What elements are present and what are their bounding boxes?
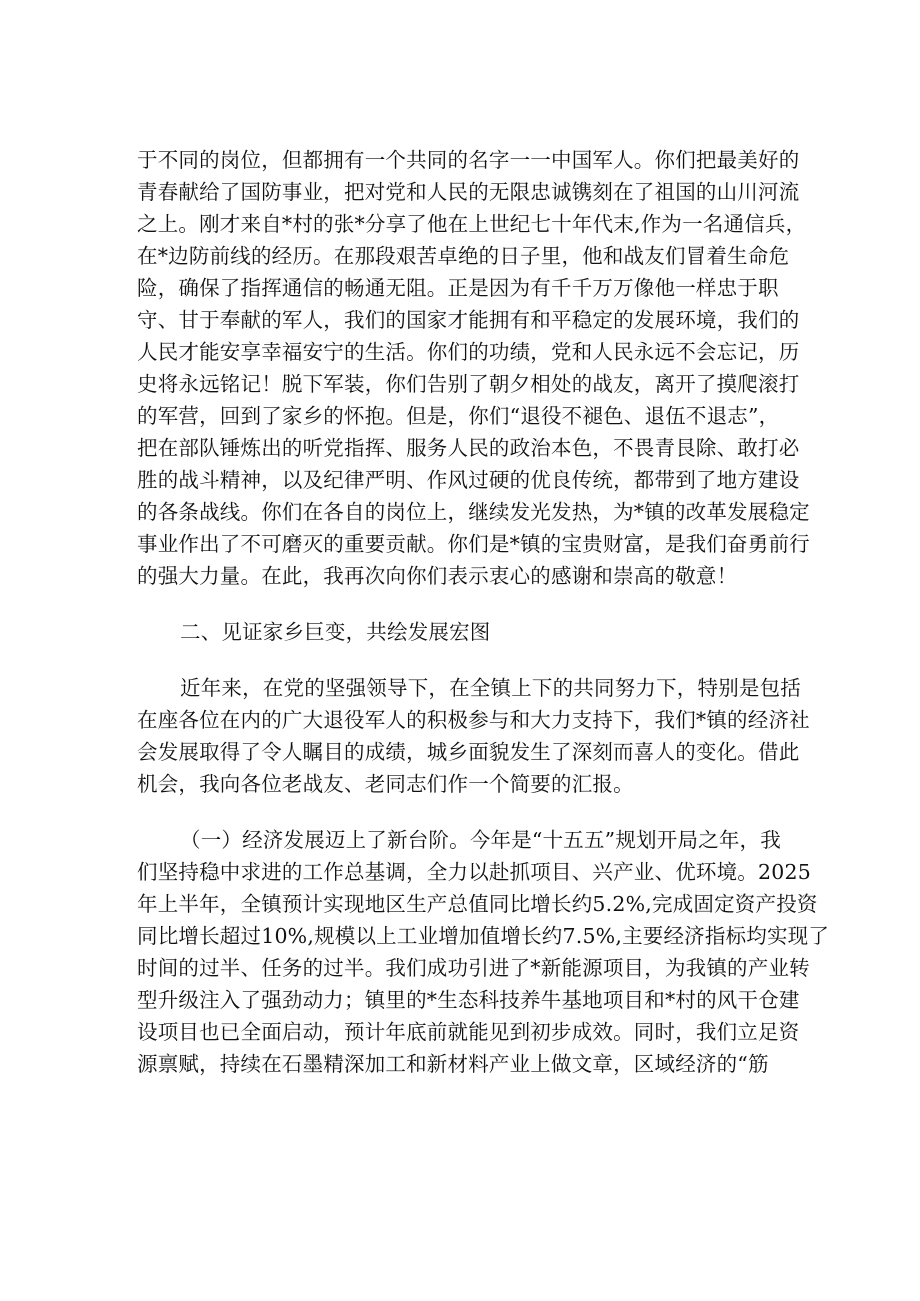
paragraph-2-line: 会发展取得了令人瞩目的成绩，城乡面貌发生了深刻而喜人的变化。借此 (137, 740, 800, 764)
paragraph-3-line: （一）经济发展迈上了新台阶。今年是“十五五”规划开局之年，我 (180, 828, 781, 852)
paragraph-2-line: 在座各位在内的广大退役军人的积极参与和大力支持下，我们*镇的经济社 (137, 708, 810, 732)
paragraph-1-line: 的军营，回到了家乡的怀抱。但是，你们“退役不褪色、退伍不退志”， (137, 404, 780, 428)
section-heading: 二、见证家乡巨变，共绘发展宏图 (180, 620, 491, 644)
paragraph-1-line: 之上。刚才来自*村的张*分享了他在上世纪七十年代末,作为一名通信兵， (137, 212, 807, 236)
paragraph-1-line: 胜的战斗精神，以及纪律严明、作风过硬的优良传统，都带到了地方建设 (137, 468, 800, 492)
paragraph-1-line: 史将永远铭记！脱下军装，你们告别了朝夕相处的战友，离开了摸爬滚打 (137, 372, 800, 396)
paragraph-3-line: 们坚持稳中求进的工作总基调，全力以赴抓项目、兴产业、优环境。2025 (137, 860, 811, 884)
paragraph-1-line: 守、甘于奉献的军人，我们的国家才能拥有和平稳定的发展环境，我们的 (137, 308, 800, 332)
paragraph-1-line: 人民才能安享幸福安宁的生活。你们的功绩，党和人民永远不会忘记，历 (137, 340, 800, 364)
paragraph-2-line: 机会，我向各位老战友、老同志们作一个简要的汇报。 (137, 772, 634, 796)
paragraph-1-line: 的强大力量。在此，我再次向你们表示衷心的感谢和崇高的敬意！ (137, 564, 738, 588)
paragraph-1-line: 的各条战线。你们在各自的岗位上，继续发光发热，为*镇的改革发展稳定 (137, 500, 810, 524)
paragraph-1-line: 险，确保了指挥通信的畅通无阻。正是因为有千千万万像他一样忠于职 (137, 276, 779, 300)
paragraph-3-line: 时间的过半、任务的过半。我们成功引进了*新能源项目，为我镇的产业转 (137, 956, 810, 980)
paragraph-3-line: 型升级注入了强劲动力；镇里的*生态科技养牛基地项目和*村的风干仓建 (137, 988, 800, 1012)
paragraph-1-line: 把在部队锤炼出的听党指挥、服务人民的政治本色，不畏青艮除、敢打必 (137, 436, 800, 460)
paragraph-3-line: 同比增长超过10%,规模以上工业增加值增长约7.5%,主要经济指标均实现了 (137, 924, 830, 948)
paragraph-1-line: 在*边防前线的经历。在那段艰苦卓绝的日子里，他和战友们冒着生命危 (137, 244, 790, 268)
paragraph-3-line: 源禀赋，持续在石墨精深加工和新材料产业上做文章，区域经济的“筋 (137, 1052, 769, 1076)
paragraph-3-line: 年上半年，全镇预计实现地区生产总值同比增长约5.2%,完成固定资产投资 (137, 892, 818, 916)
paragraph-1-line: 青春献给了国防事业，把对党和人民的无限忠诚镌刻在了祖国的山川河流 (137, 180, 800, 204)
paragraph-2-line: 近年来，在党的坚强领导下，在全镇上下的共同努力下，特别是包括 (180, 676, 801, 700)
paragraph-1-line: 于不同的岗位，但都拥有一个共同的名字一一中国军人。你们把最美好的 (137, 148, 800, 172)
paragraph-3-line: 设项目也已全面启动，预计年底前就能见到初步成效。同时，我们立足资 (137, 1020, 800, 1044)
paragraph-1-line: 事业作出了不可磨灭的重要贡献。你们是*镇的宝贵财富，是我们奋勇前行 (137, 532, 810, 556)
